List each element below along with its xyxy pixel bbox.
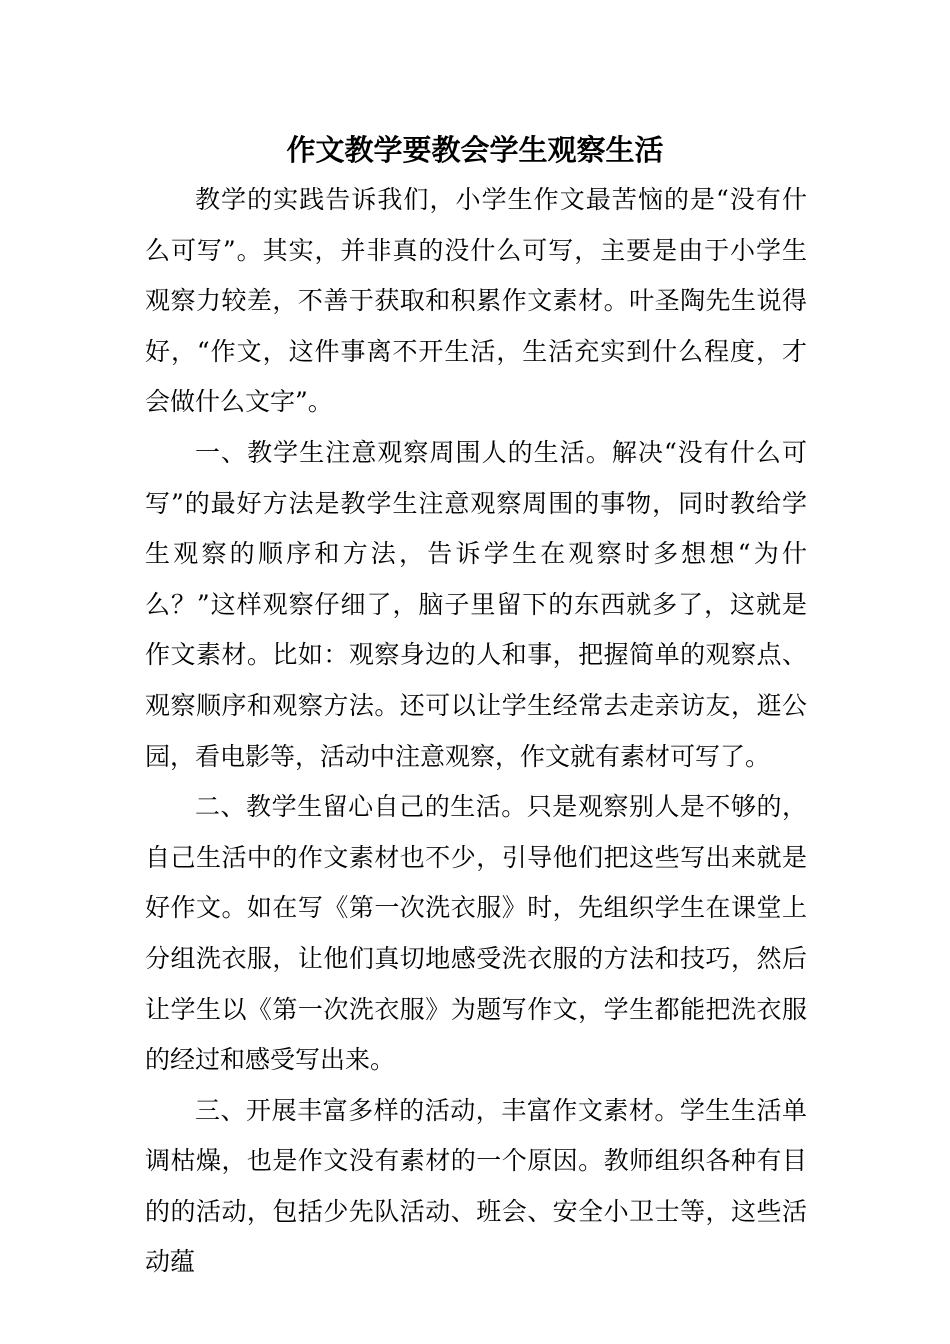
document-body [145,175,807,1288]
paragraph-section-1: 一、教学生注意观察周围人的生活。解决“没有什么可写”的最好方法是教学生注意观察周围的事物，同时教给学生观察的顺序和方法，告诉学生在观察时多想想“为什么？”这样观察仔细了，脑子里留下的东西就多了，这就是作文素材。比如：观察身边的人和事，把握简单的观察点、观察顺序和观察方法。还可以让学生经常去走亲访友，逛公园，看电影等，活动中注意观察，作文就有素材可写了。 [145,437,807,771]
paragraph-section-2: 二、教学生留心自己的生活。只是观察别人是不够的，自己生活中的作文素材也不少，引导他们把这些写出来就是好作文。如在写《第一次洗衣服》时，先组织学生在课堂上分组洗衣服，让他们真切地感受洗衣服的方法和技巧，然后让学生以《第一次洗衣服》为题写作文，学生都能把洗衣服的经过和感受写出来。 [145,792,807,1075]
document-title: 作文教学要教会学生观察生活 [286,133,664,167]
paragraph-section-3: 三、开展丰富多样的活动，丰富作文素材。学生生活单调枯燥，也是作文没有素材的一个原因。教师组织各种有目的的活动，包括少先队活动、班会、安全小卫士等，这些活动蕴 [145,1095,807,1277]
paragraph-intro: 教学的实践告诉我们，小学生作文最苦恼的是“没有什么可写”。其实，并非真的没什么可写，主要是由于小学生观察力较差，不善于获取和积累作文素材。叶圣陶先生说得好，“作文，这件事离不开生活，生活充实到什么程度，才会做什么文字”。 [145,185,807,417]
